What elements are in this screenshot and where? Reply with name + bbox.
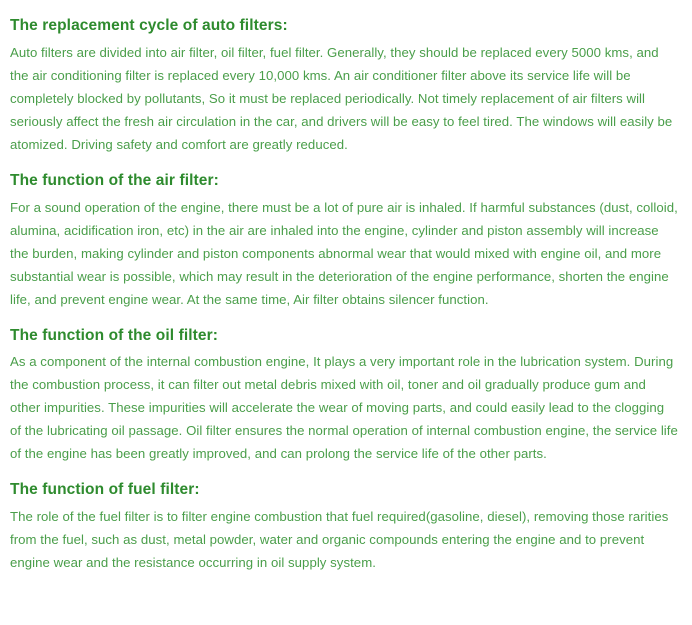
- section-air-filter: [10, 171, 678, 312]
- section-body: As a component of the internal combustion engine, It plays a very important role in the lubrication system. During the combustion process, it can filter out metal debris mixed with oil, toner and oil gradually produce gum and other impurities. These impurities will accelerate the wear of moving parts, and could easily lead to the clogging of the lubricating oil passage. Oil filter ensures the normal operation of internal combustion engine, the service life of the engine has been greatly improved, and can prolong the service life of the other parts.: [10, 354, 678, 462]
- section-heading: The function of the oil filter:: [10, 326, 219, 344]
- section-heading: The function of the air filter:: [10, 171, 219, 189]
- section-heading: The replacement cycle of auto filters:: [10, 17, 288, 34]
- section-body: For a sound operation of the engine, there must be a lot of pure air is inhaled. If harmful substances (dust, colloid, alumina, acidification iron, etc) in the air are inhaled into the engine, cylinder and piston assembly will increase the burden, making cylinder and piston components abnormal wear that would mixed with engine oil, and more substantial wear is possible, which may result in the deterioration of the engine performance, shorten the engine life, and prevent engine wear. At the same time, Air filter obtains silencer function.: [10, 199, 678, 307]
- section-body: Auto filters are divided into air filter, oil filter, fuel filter. Generally, they should be replaced every 5000 kms, and the air conditioning filter is replaced every 10,000 kms. An air conditioner filter above its service life will be completely blocked by pollutants, So it must be replaced periodically. Not timely replacement of air filters will seriously affect the fresh air circulation in the car, and drivers will be easy to feel tired. The windows will easily be atomized. Driving safety and comfort are greatly reduced.: [10, 44, 673, 152]
- section-fuel-filter: [10, 480, 678, 575]
- section-replacement-cycle: [10, 16, 678, 157]
- section-body: The role of the fuel filter is to filter engine combustion that fuel required(gasoline, diesel), removing those rarities from the fuel, such as dust, metal powder, water and organic compounds entering the engine and to prevent engine wear and the resistance occurring in oil supply system.: [10, 509, 669, 571]
- section-oil-filter: [10, 326, 678, 467]
- section-heading: The function of fuel filter:: [10, 481, 200, 499]
